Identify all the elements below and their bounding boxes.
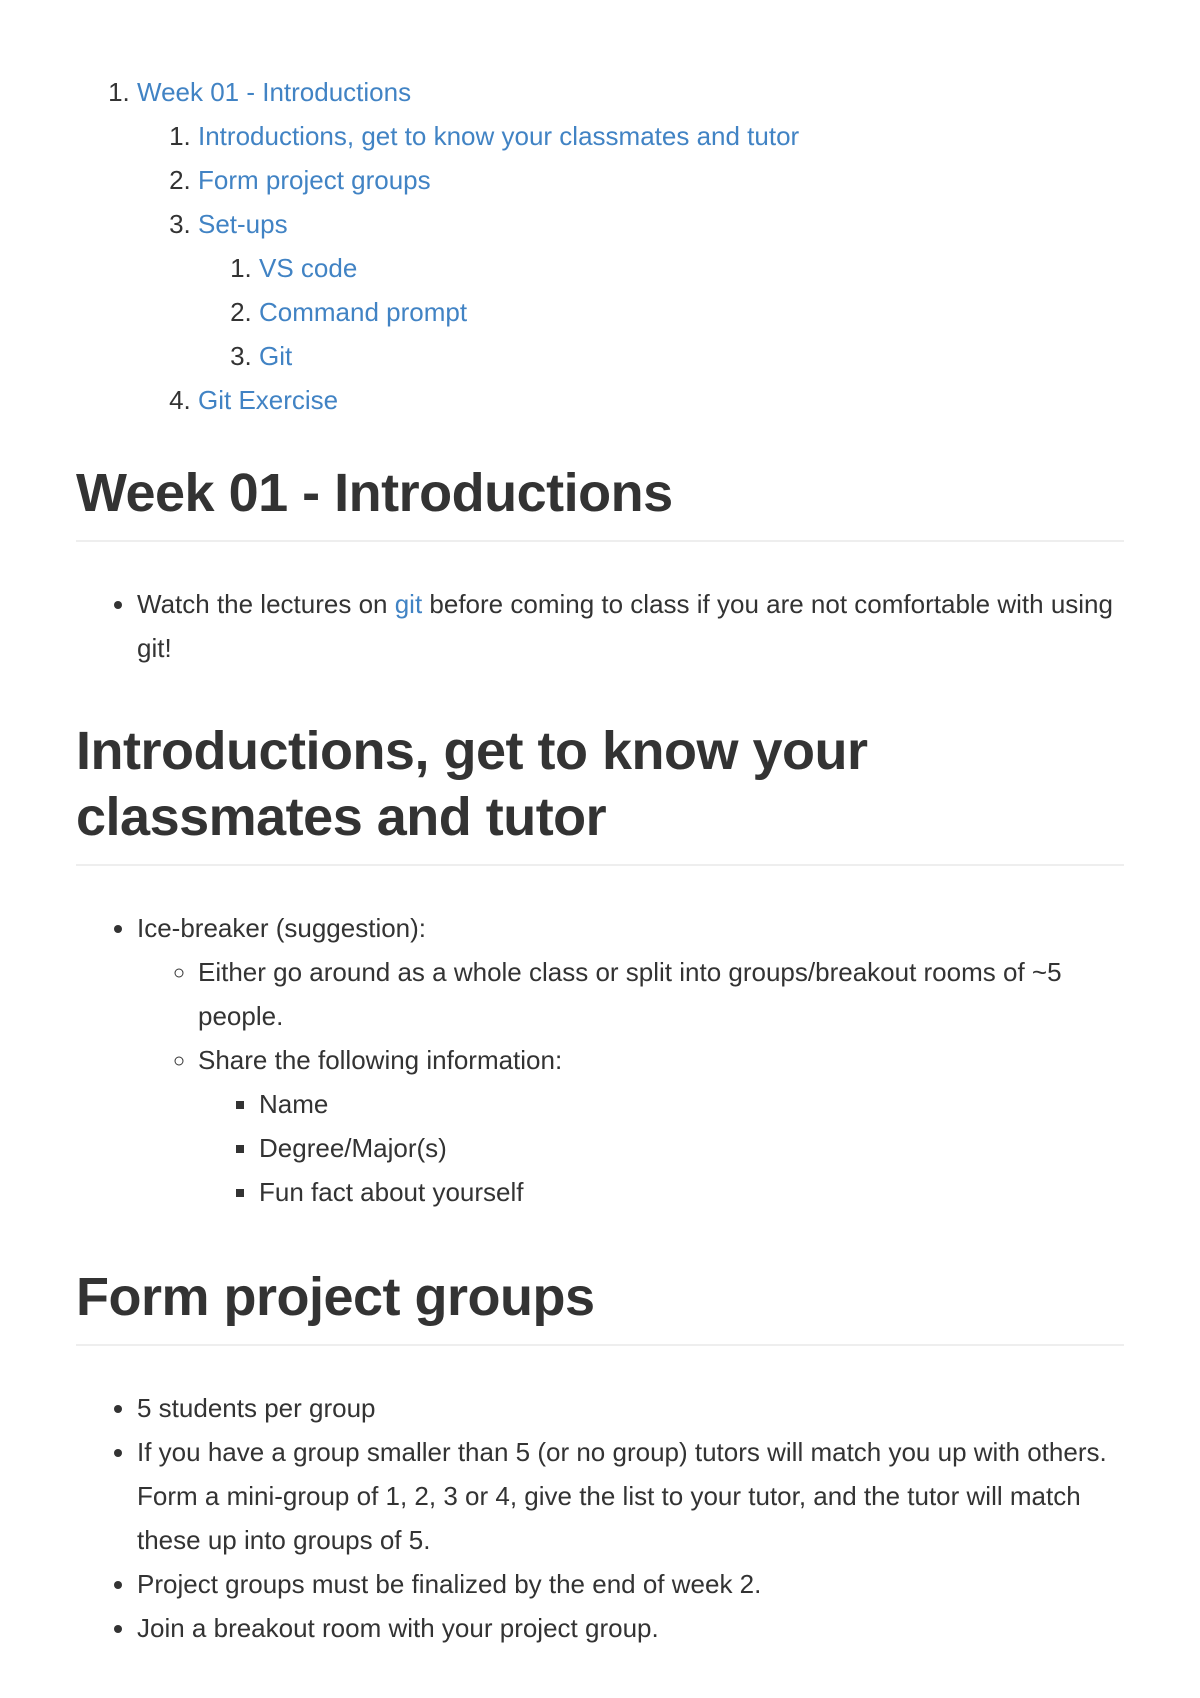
form-groups-list bbox=[76, 1386, 1124, 1650]
heading-introductions: Introductions, get to know your classmates and tutor bbox=[76, 718, 1124, 866]
icebreaker-text: Ice-breaker (suggestion): bbox=[137, 913, 427, 943]
toc-setups-sublist bbox=[198, 246, 1124, 378]
toc-item-vs-code bbox=[259, 246, 1124, 290]
toc-item-git-exercise bbox=[198, 378, 1124, 422]
toc-link-git-exercise[interactable]: Git Exercise bbox=[198, 385, 339, 415]
toc-link-form-groups[interactable]: Form project groups bbox=[198, 165, 431, 195]
list-item: ▪ Fun fact about yourself bbox=[259, 1170, 1124, 1214]
bullet-text-post: before coming to class if you are not comfortable with using git! bbox=[137, 589, 1113, 663]
week01-list bbox=[76, 582, 1124, 670]
introductions-list bbox=[76, 906, 1124, 1214]
git-lecture-link[interactable]: git bbox=[394, 589, 423, 619]
bullet-text-pre: Watch the lectures on bbox=[137, 589, 395, 619]
list-item bbox=[137, 906, 1124, 1214]
toc-link-vs-code[interactable]: VS code bbox=[259, 253, 358, 283]
toc-item-introductions bbox=[198, 114, 1124, 158]
list-item bbox=[137, 582, 1124, 670]
list-item: • Join a breakout room with your project group. bbox=[137, 1606, 1124, 1650]
table-of-contents bbox=[76, 0, 1124, 422]
list-item: • Project groups must be finalized by the end of week 2. bbox=[137, 1562, 1124, 1606]
heading-week01: Week 01 - Introductions bbox=[76, 460, 1124, 542]
list-item: ◦ Either go around as a whole class or split into groups/breakout rooms of ~5 people. bbox=[198, 950, 1124, 1038]
toc-link-week01[interactable]: Week 01 - Introductions bbox=[137, 77, 412, 107]
icebreaker-sublist bbox=[137, 950, 1124, 1214]
toc-link-command-prompt[interactable]: Command prompt bbox=[259, 297, 468, 327]
list-item: ▪ Name bbox=[259, 1082, 1124, 1126]
heading-form-project-groups: Form project groups bbox=[76, 1264, 1124, 1346]
list-item: • If you have a group smaller than 5 (or no group) tutors will match you up with others. Form a mini-group of 1, 2, 3 or 4, give the list to your tutor, and the tutor will match these up into groups of 5. bbox=[137, 1430, 1124, 1562]
list-item bbox=[198, 1038, 1124, 1214]
list-item: • 5 students per group bbox=[137, 1386, 1124, 1430]
toc-link-setups[interactable]: Set-ups bbox=[198, 209, 288, 239]
toc-item-git bbox=[259, 334, 1124, 378]
share-info-text: Share the following information: bbox=[198, 1045, 563, 1075]
share-info-sublist bbox=[198, 1082, 1124, 1214]
toc-sublist bbox=[137, 114, 1124, 422]
toc-item-setups bbox=[198, 202, 1124, 378]
toc-link-introductions[interactable]: Introductions, get to know your classmates and tutor bbox=[198, 121, 800, 151]
toc-list bbox=[76, 70, 1124, 422]
toc-item-form-groups bbox=[198, 158, 1124, 202]
toc-item-week01 bbox=[137, 70, 1124, 422]
toc-item-command-prompt bbox=[259, 290, 1124, 334]
toc-link-git[interactable]: Git bbox=[259, 341, 293, 371]
list-item: ▪ Degree/Major(s) bbox=[259, 1126, 1124, 1170]
